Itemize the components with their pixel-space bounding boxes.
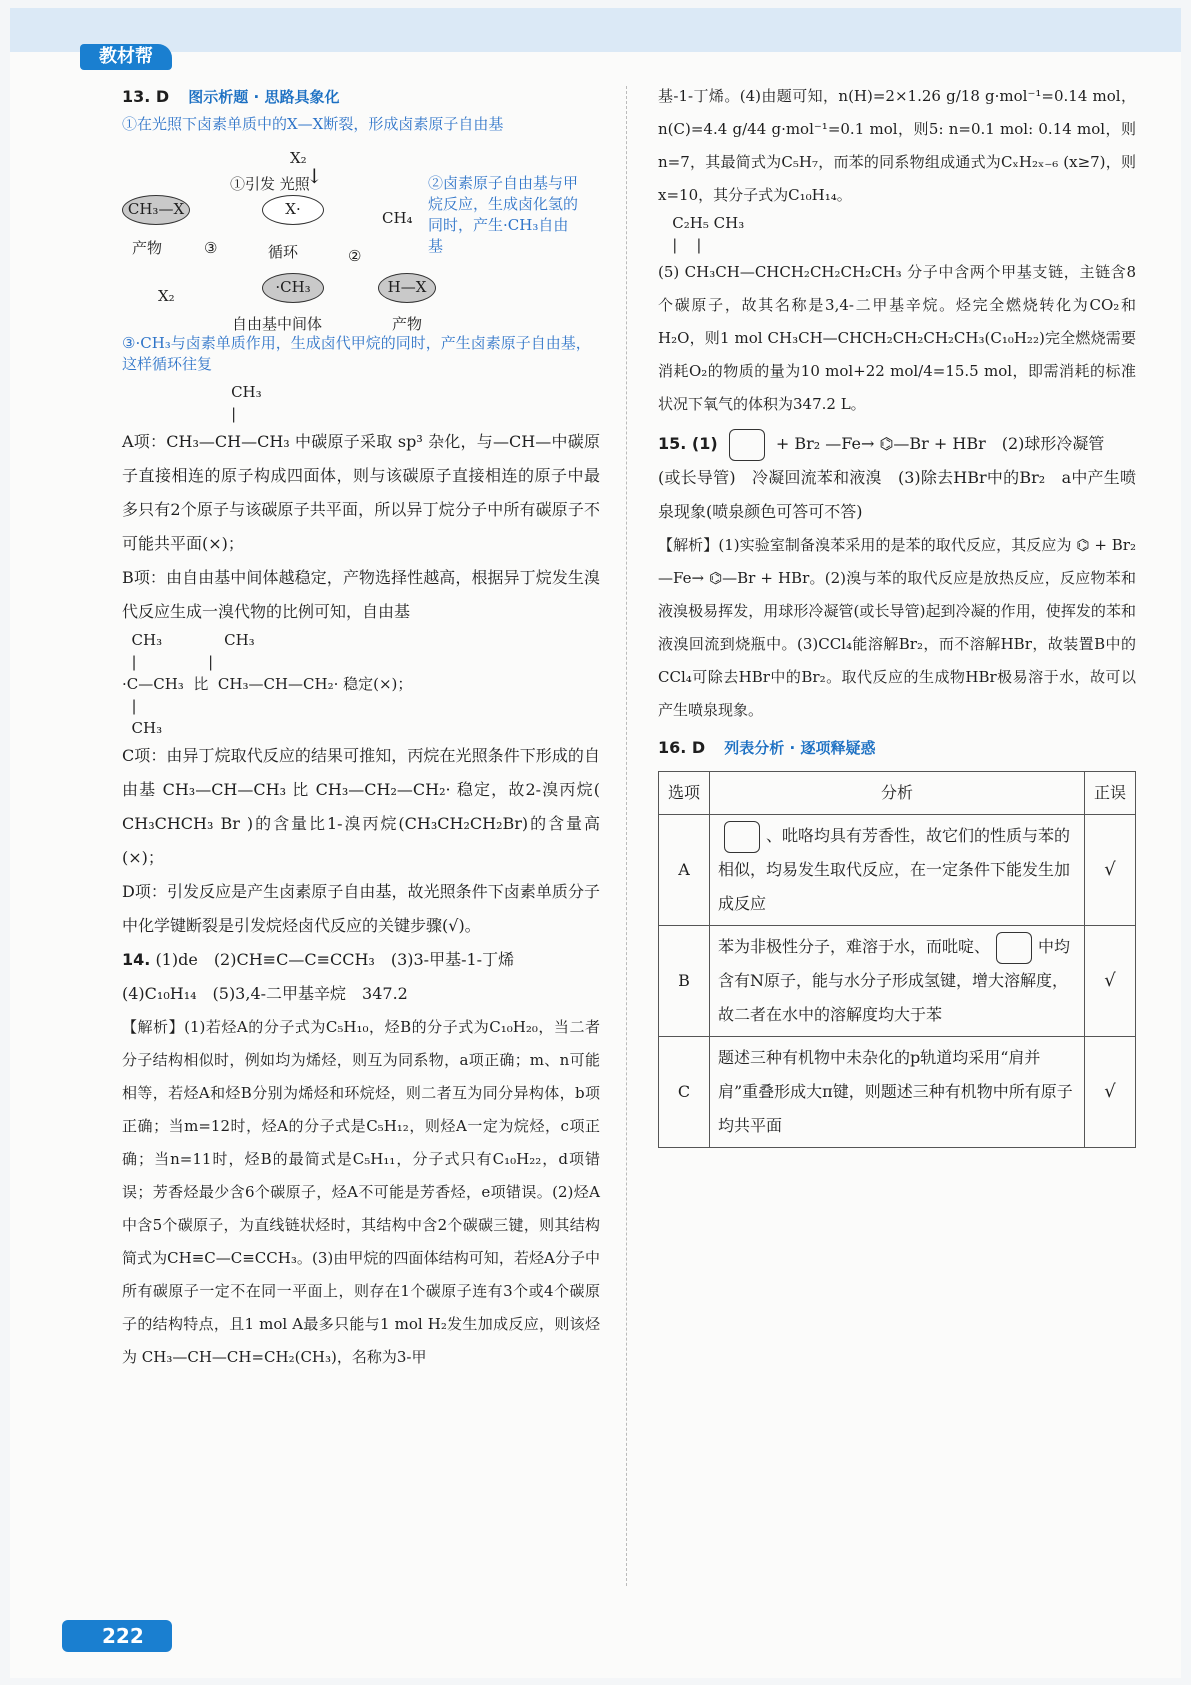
ch3-radical-oval: ·CH₃ [262, 273, 324, 303]
ch3x-oval: CH₃—X [122, 195, 190, 225]
table-row [659, 926, 1136, 1037]
q14-answers2: (4)C₁₀H₁₄ (5)3,4-二甲基辛烷 347.2 [122, 984, 408, 1003]
row-a-option: A [659, 815, 710, 926]
dimethyloctane-structure: C₂H₅ CH₃ | | [672, 214, 745, 254]
label-2: ② [348, 247, 362, 265]
q13-note3: ③·CH₃与卤素单质作用，生成卤代甲烷的同时，产生卤素原子自由基，这样循环往复 [122, 334, 591, 373]
label-cycle: 循环 [268, 243, 299, 261]
q14-analysis-left: 【解析】(1)若烃A的分子式为C₅H₁₀，烃B的分子式为C₁₀H₂₀，当二者分子结构相似时，例如均为烯烃，则互为同系物，a项正确；m、n可能相等，若烃A和烃B分别为烯烃和环烷烃，则二者互为同分异构体，b项正确；当m=12时，烃A的分子式是C₅H₁₂，则烃A一定为烷烃，c项正确；当n=11时，烃B的最简式是C₅H₁₁，分子式只有C₁₀H₂₂，d项错误；芳香烃最少含6个碳原子，烃A不可能是芳香烃，e项错误。(2)烃A中含5个碳原子，为直线链状烃时，其结构中含2个碳碳三键，则其结构简式为CH≡C—C≡CCH₃。(3)由甲烷的四面体结构可知，若烃A分子中所有碳原子一定不在同一平面上，则存在1个碳原子连有3个或4个碳原子的结构特点，且1 mol A最多只能与1 mol H₂发生加成反应，则该烃为 CH₃—CH—CH=CH₂(CH₃)，名称为3-甲 [122, 1018, 600, 1366]
hx-oval: H—X [378, 273, 436, 303]
q13-item-c: C项：由异丁烷取代反应的结果可推知，丙烷在光照条件下形成的自由基 CH₃—CH—CH₃ 比 CH₃—CH₂—CH₂· 稳定，故2-溴丙烷( CH₃CHCH₃ Br )的含量比1-溴丙烷(CH₃CH₂CH₂Br)的含量高(×)； [122, 746, 600, 867]
label-x2-top: X₂ [290, 149, 307, 167]
right-column [658, 80, 1136, 1148]
q13-item-b: B项：由自由基中间体越稳定，产物选择性越高，根据异丁烷发生溴代反应生成一溴代物的比例可知，自由基 [122, 568, 600, 621]
table-row [659, 1037, 1136, 1148]
page-number: 222 [62, 1620, 172, 1652]
label-intermediate: 自由基中间体 [232, 315, 323, 333]
q16-tag: 列表分析 · 逐项释疑惑 [724, 739, 876, 757]
q14-answers: (1)de (2)CH≡C—C≡CCH₃ (3)3-甲基-1-丁烯 [155, 950, 515, 969]
benzene-ring-icon [729, 429, 765, 461]
row-b-analysis: 苯为非极性分子，难溶于水，而吡啶、 中均含有N原子，能与水分子形成氢键，增大溶解度，故二者在水中的溶解度均大于苯 [710, 926, 1085, 1037]
label-product-left: 产物 [132, 239, 163, 257]
label-initiate: ①引发 光照 [230, 175, 310, 193]
q13-label: 13. D [122, 87, 170, 106]
q16-table [658, 771, 1136, 1148]
row-a-mark: √ [1085, 815, 1136, 926]
left-column [122, 80, 600, 1374]
row-b-option: B [659, 926, 710, 1037]
label-3: ③ [204, 239, 218, 257]
label-product-right: 产物 [392, 315, 423, 333]
q13-item-a: A项：CH₃—CH—CH₃ 中碳原子采取 sp³ 杂化，与—CH—中碳原子直接相连的原子构成四面体，则与该碳原子直接相连的原子中最多只有2个原子与该碳原子共平面，所以异丁烷分子中所有碳原子不可能共平面(×)； [122, 432, 600, 553]
row-c-mark: √ [1085, 1037, 1136, 1148]
q15-analysis: 【解析】(1)实验室制备溴苯采用的是苯的取代反应，其反应为 ⌬ + Br₂ —Fe→ ⌬—Br + HBr。(2)溴与苯的取代反应是放热反应，反应物苯和液溴极易挥发，用球形冷凝管(或长导管)起到冷凝的作用，使挥发的苯和液溴回流到烧瓶中。(3)CCl₄能溶解Br₂，而不溶解HBr，故装置B中的CCl₄可除去HBr中的Br₂。取代反应的生成物HBr极易溶于水，故可以产生喷泉现象。 [658, 536, 1136, 719]
brand-logo: 教材帮 [80, 44, 172, 70]
header-analysis: 分析 [710, 772, 1085, 815]
pyrrole-ring-icon [996, 932, 1032, 964]
q13-tag: 图示析题 · 思路具象化 [188, 88, 340, 106]
radical-compare-structure: CH₃ CH₃ | | ·C—CH₃ 比 CH₃—CH—CH₂· 稳定(×)； | CH₃ [122, 631, 413, 737]
row-a-analysis: 、吡咯均具有芳香性，故它们的性质与苯的相似，均易发生取代反应，在一定条件下能发生加成反应 [710, 815, 1085, 926]
header-judgement: 正误 [1085, 772, 1136, 815]
q15-answers: (或长导管) 冷凝回流苯和液溴 (3)除去HBr中的Br₂ a中产生喷泉现象(喷泉颜色可答可不答) [658, 468, 1136, 521]
q14-label: 14. [122, 950, 151, 969]
label-ch4: CH₄ [382, 209, 413, 227]
q14-analysis-end: (5) CH₃CH—CHCH₂CH₂CH₂CH₃ 分子中含两个甲基支链，主链含8个碳原子，故其名称是3,4-二甲基辛烷。烃完全燃烧转化为CO₂和H₂O，则1 mol CH₃CH—CHCH₂CH₂CH₂CH₃(C₁₀H₂₂)完全燃烧需要消耗O₂的物质的量为10 mol+22 mol/4=15.5 mol，即需消耗的标准状况下氧气的体积为347.2 L。 [658, 263, 1136, 413]
row-c-analysis: 题述三种有机物中未杂化的p轨道均采用“肩并肩”重叠形成大π键，则题述三种有机物中所有原子均共平面 [710, 1037, 1085, 1148]
q13-note2: ②卤素原子自由基与甲烷反应，生成卤化氢的同时，产生·CH₃自由基 [428, 174, 579, 255]
free-radical-cycle-diagram [122, 139, 600, 333]
q16-label: 16. D [658, 738, 706, 757]
isobutane-structure: CH₃ | [231, 383, 262, 423]
q15-label: 15. (1) [658, 434, 718, 453]
q13-note1: ①在光照下卤素单质中的X—X断裂，形成卤素原子自由基 [122, 115, 504, 133]
row-b-mark: √ [1085, 926, 1136, 1037]
top-band [10, 8, 1181, 52]
q14-analysis-right: 基-1-丁烯。(4)由题可知，n(H)=2×1.26 g/18 g·mol⁻¹=0.14 mol，n(C)=4.4 g/44 g·mol⁻¹=0.1 mol，则5: n=0.1 mol: 0.14 mol，则n=7，其最简式为C₅H₇，而苯的同系物组成通式为CₓH₂ₓ₋₆ (x≥7)，则x=10，其分子式为C₁₀H₁₄。 [658, 87, 1136, 204]
q13-item-d: D项：引发反应是产生卤素原子自由基，故光照条件下卤素单质分子中化学键断裂是引发烷烃卤代反应的关键步骤(√)。 [122, 882, 600, 935]
x-radical: X· [262, 195, 324, 225]
label-x2-bottom: X₂ [158, 287, 175, 305]
row-c-option: C [659, 1037, 710, 1148]
pyridine-ring-icon [724, 821, 760, 853]
header-option: 选项 [659, 772, 710, 815]
table-header-row [659, 772, 1136, 815]
table-row [659, 815, 1136, 926]
arrow-down-icon: ↓ [306, 164, 323, 188]
q15-reaction: + Br₂ —Fe→ ⌬—Br + HBr (2)球形冷凝管 [775, 434, 1105, 453]
column-divider [626, 86, 627, 1586]
